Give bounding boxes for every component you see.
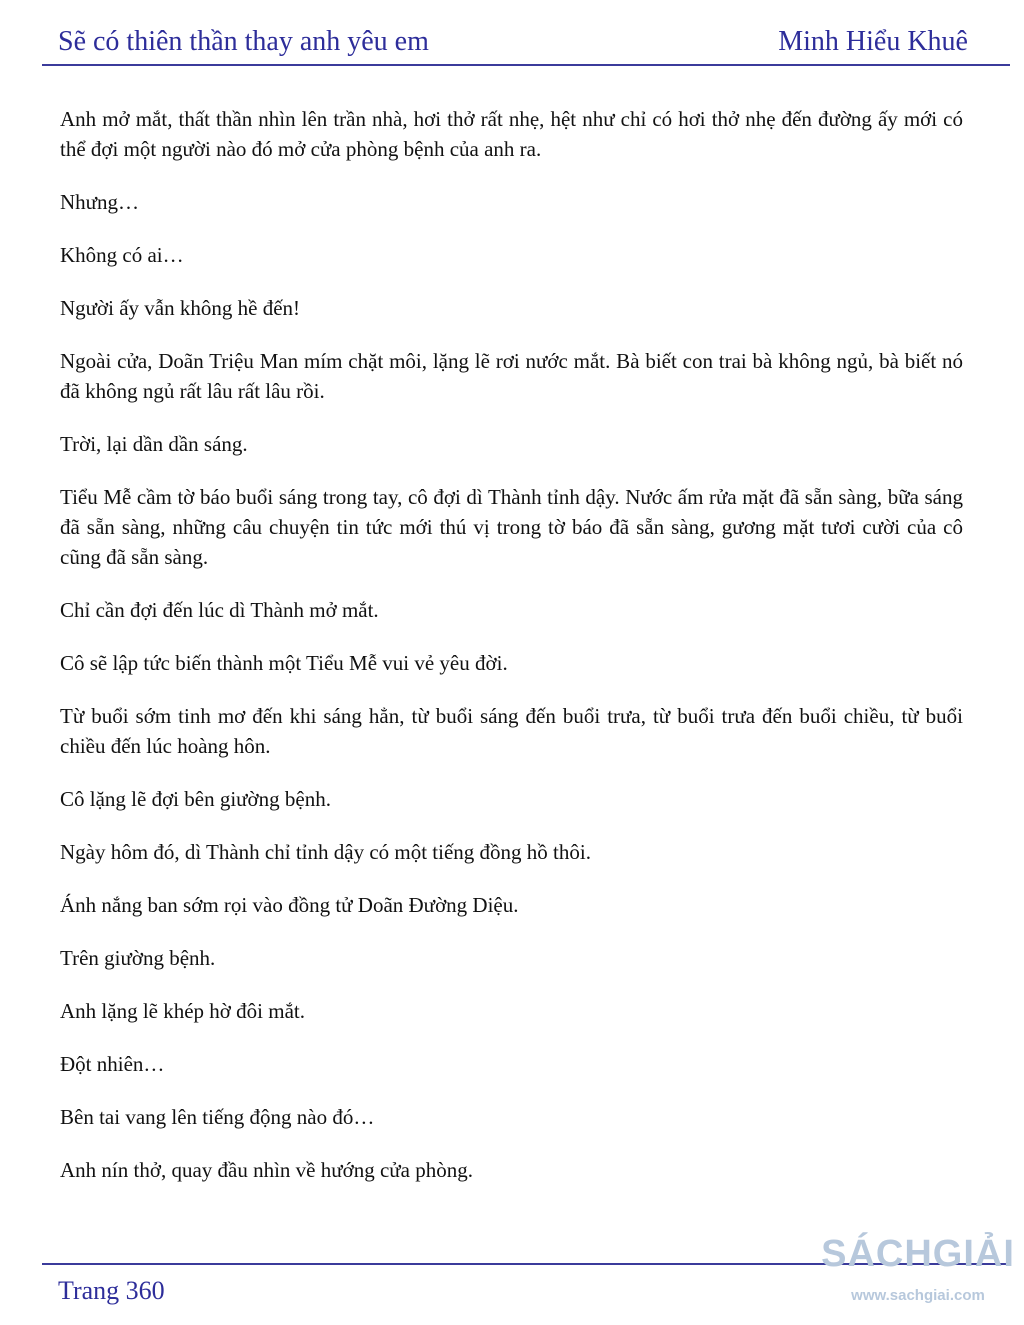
- paragraph: Bên tai vang lên tiếng động nào đó…: [60, 1105, 375, 1129]
- paragraph: Đột nhiên…: [60, 1052, 165, 1076]
- book-title: Sẽ có thiên thần thay anh yêu em: [58, 26, 429, 57]
- watermark-url: www.sachgiai.com: [851, 1287, 985, 1304]
- paragraph: Trời, lại dần dần sáng.: [60, 432, 248, 456]
- watermark-logo-text: SÁCHGIẢI: [821, 1233, 1015, 1275]
- paragraph: Cô lặng lẽ đợi bên giường bệnh.: [60, 787, 331, 811]
- paragraph: Tiểu Mễ cầm tờ báo buổi sáng trong tay, cô đợi dì Thành tỉnh dậy. Nước ấm rửa mặt đã sẵn sàng, bữa sáng đã sẵn sàng, những câu chuyện tin tức mới thú vị trong tờ báo đã sẵn sàng, gương mặt tươi cười của cô cũng đã sẵn sàng.: [60, 485, 963, 569]
- author-name: Minh Hiểu Khuê: [778, 26, 968, 57]
- paragraph: Anh lặng lẽ khép hờ đôi mắt.: [60, 999, 305, 1023]
- page-number: Trang 360: [58, 1276, 165, 1305]
- paragraph: Người ấy vẫn không hề đến!: [60, 296, 301, 320]
- paragraph: Không có ai…: [60, 243, 184, 267]
- paragraph: Anh nín thở, quay đầu nhìn về hướng cửa phòng.: [60, 1158, 473, 1182]
- paragraph: Ánh nắng ban sớm rọi vào đồng tử Doãn Đường Diệu.: [60, 893, 519, 917]
- paragraph: Cô sẽ lập tức biến thành một Tiểu Mễ vui vẻ yêu đời.: [60, 651, 508, 675]
- paragraph: Chỉ cần đợi đến lúc dì Thành mở mắt.: [60, 598, 379, 622]
- header-divider: [42, 64, 1010, 66]
- watermark-logo: [818, 1222, 1018, 1322]
- paragraph: Từ buổi sớm tinh mơ đến khi sáng hẳn, từ buổi sáng đến buổi trưa, từ buổi trưa đến buổi chiều, từ buổi chiều đến lúc hoàng hôn.: [60, 704, 963, 758]
- page-header: [58, 22, 968, 62]
- page-body: [60, 104, 963, 1208]
- paragraph: Ngày hôm đó, dì Thành chỉ tỉnh dậy có một tiếng đồng hồ thôi.: [60, 840, 591, 864]
- paragraph: Nhưng…: [60, 190, 140, 214]
- paragraph: Ngoài cửa, Doãn Triệu Man mím chặt môi, lặng lẽ rơi nước mắt. Bà biết con trai bà không ngủ, bà biết nó đã không ngủ rất lâu rất lâu rồi.: [60, 349, 963, 403]
- paragraph: Anh mở mắt, thất thần nhìn lên trần nhà, hơi thở rất nhẹ, hệt như chỉ có hơi thở nhẹ đến đường ấy mới có thể đợi một người nào đó mở cửa phòng bệnh của anh ra.: [60, 107, 963, 161]
- paragraph: Trên giường bệnh.: [60, 946, 216, 970]
